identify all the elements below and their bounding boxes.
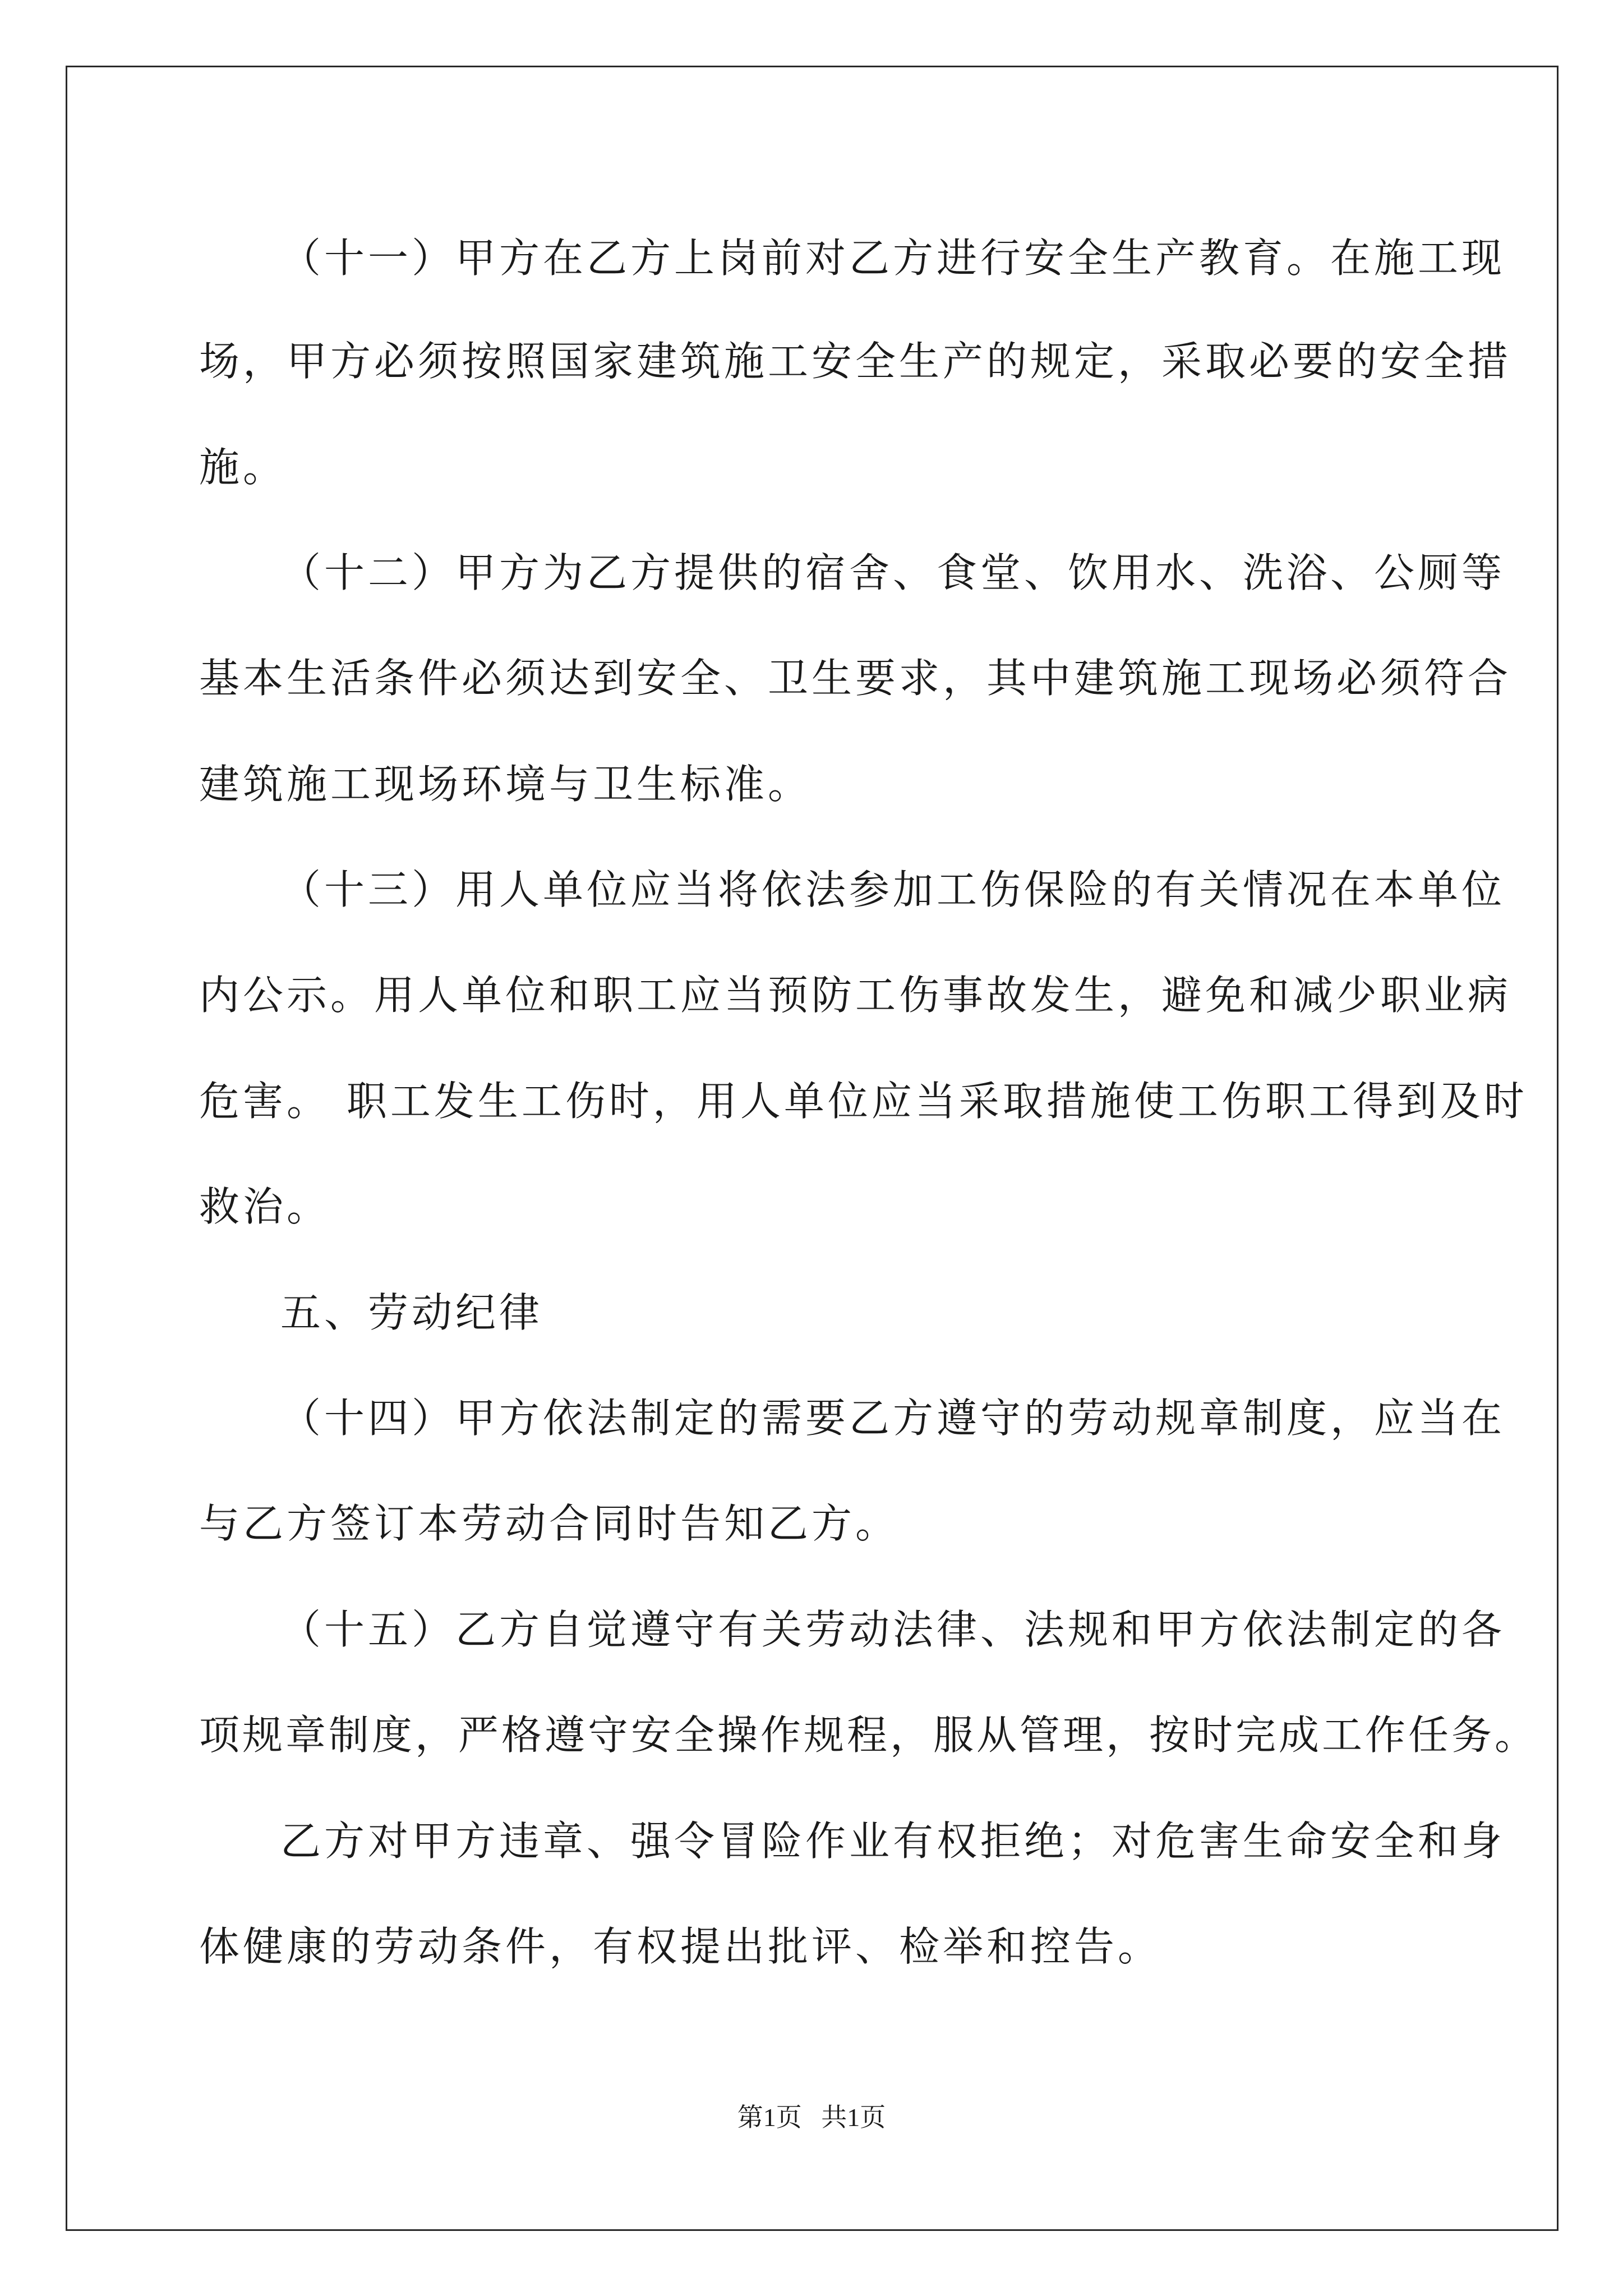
line-8: 内公示。用人单位和职工应当预防工伤事故发生，避免和减少职业病: [199, 972, 1512, 1019]
line-16: 乙方对甲方违章、强令冒险作业有权拒绝；对危害生命安全和身: [280, 1818, 1506, 1865]
line-6: 建筑施工现场环境与卫生标准。: [199, 761, 812, 808]
line-3: 施。: [199, 444, 287, 491]
line-17: 体健康的劳动条件，有权提出批评、检举和控告。: [199, 1923, 1162, 1970]
line-13: 与乙方签订本劳动合同时告知乙方。: [199, 1500, 900, 1547]
page-border: [66, 66, 1559, 2231]
line-14: （十五）乙方自觉遵守有关劳动法律、法规和甲方依法制定的各: [280, 1606, 1506, 1653]
line-10: 救治。: [199, 1183, 331, 1230]
line-4: （十二）甲方为乙方提供的宿舍、食堂、饮用水、洗浴、公厕等: [280, 549, 1506, 596]
line-12: （十四）甲方依法制定的需要乙方遵守的劳动规章制度，应当在: [280, 1395, 1506, 1442]
section-heading: 五、劳动纪律: [280, 1289, 543, 1336]
line-5: 基本生活条件必须达到安全、卫生要求，其中建筑施工现场必须符合: [199, 655, 1512, 702]
line-7: （十三）用人单位应当将依法参加工伤保险的有关情况在本单位: [280, 866, 1506, 913]
line-2: 场，甲方必须按照国家建筑施工安全生产的规定，采取必要的安全措: [199, 338, 1512, 385]
line-15: 项规章制度，严格遵守安全操作规程，服从管理，按时完成工作任务。: [199, 1711, 1538, 1759]
page-footer: 第1页 共1页: [737, 2103, 886, 2132]
line-1: （十一）甲方在乙方上岗前对乙方进行安全生产教育。在施工现: [280, 234, 1506, 282]
line-9: 危害。 职工发生工伤时，用人单位应当采取措施使工伤职工得到及时: [199, 1078, 1528, 1125]
